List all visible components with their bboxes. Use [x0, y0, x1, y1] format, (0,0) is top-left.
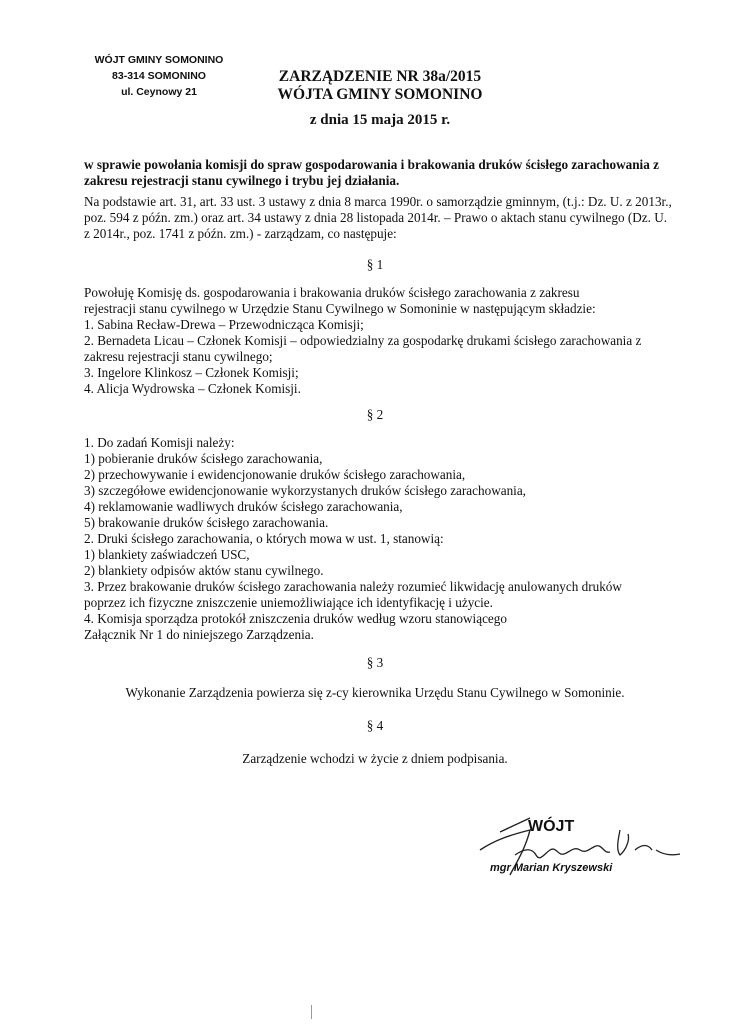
section-2-line: 4) reklamowanie wadliwych druków ścisłego zarachowania, — [84, 499, 403, 514]
section-2-line: poprzez ich fizyczne zniszczenie uniemożliwiające ich identyfikację i użycie. — [84, 595, 493, 610]
document-subject: w sprawie powołania komisji do spraw gospodarowania i brakowania druków ścisłego zarachowania z zakresu rejestracji stanu cywilnego i trybu jej działania. — [84, 157, 659, 188]
section-1-line: Powołuję Komisję ds. gospodarowania i brakowania druków ścisłego zarachowania z zakresu — [84, 285, 580, 300]
section-1-line: rejestracji stanu cywilnego w Urzędzie Stanu Cywilnego w Somoninie w następującym składzie: — [84, 301, 596, 316]
section-2-line: 4. Komisja sporządza protokół zniszczenia druków według wzoru stanowiącego — [84, 611, 507, 626]
section-3-mark: § 3 — [366, 655, 384, 670]
office-stamp — [78, 52, 240, 100]
document-date: z dnia 15 maja 2015 r. — [309, 112, 451, 128]
signature-name: mgr Marian Kryszewski — [490, 862, 613, 874]
section-2-line: 2) blankiety odpisów aktów stanu cywilnego. — [84, 563, 324, 578]
section-1-mark: § 1 — [366, 257, 384, 272]
document-title — [230, 68, 530, 104]
section-2-mark: § 2 — [366, 407, 384, 422]
section-4-text: Zarządzenie wchodzi w życie z dniem podpisania. — [242, 751, 508, 766]
section-1-line: 3. Ingelore Klinkosz – Członek Komisji; — [84, 365, 299, 380]
section-3-text: Wykonanie Zarządzenia powierza się z-cy kierownika Urzędu Stanu Cywilnego w Somoninie. — [125, 685, 625, 700]
section-2-line: 3. Przez brakowanie druków ścisłego zarachowania należy rozumieć likwidację anulowanych druków — [84, 579, 622, 594]
section-1-line: 4. Alicja Wydrowska – Członek Komisji. — [84, 381, 301, 396]
title-line-1: ZARZĄDZENIE NR 38a/2015 — [278, 68, 482, 85]
section-1-body — [84, 285, 684, 397]
section-2-line: 1) blankiety zaświadczeń USC, — [84, 547, 250, 562]
section-2-line: Załącznik Nr 1 do niniejszego Zarządzenia. — [84, 627, 314, 642]
section-2-body — [84, 435, 684, 643]
section-2-line: 3) szczegółowe ewidencjonowanie wykorzystanych druków ścisłego zarachowania, — [84, 483, 526, 498]
section-2-line: 1. Do zadań Komisji należy: — [84, 435, 235, 450]
stamp-line-2: 83-314 SOMONINO — [112, 70, 206, 82]
section-2-line: 1) pobieranie druków ścisłego zarachowania, — [84, 451, 323, 466]
scan-mark — [311, 1005, 312, 1019]
section-2-line: 2) przechowywanie i ewidencjonowanie druków ścisłego zarachowania, — [84, 467, 466, 482]
title-line-2: WÓJTA GMINY SOMONINO — [277, 86, 483, 103]
legal-basis: Na podstawie art. 31, art. 33 ust. 3 ustawy z dnia 8 marca 1990r. o samorządzie gminnym, (t.j.: Dz. U. z 2013r., poz. 594 z późn. zm.) oraz art. 34 ustawy z dnia 28 listopada 2014r. – Prawo o aktach stanu cywilnego (Dz. U. z 2014r., poz. 1741 z późn. zm.) - zarządzam, co następuje: — [84, 194, 672, 241]
stamp-line-3: ul. Ceynowy 21 — [121, 86, 197, 98]
section-4-mark: § 4 — [366, 718, 384, 733]
section-1-line: zakresu rejestracji stanu cywilnego; — [84, 349, 273, 364]
section-1-line: 2. Bernadeta Licau – Członek Komisji – odpowiedzialny za gospodarkę drukami ścisłego zarachowania z — [84, 333, 642, 348]
stamp-line-1: WÓJT GMINY SOMONINO — [94, 54, 224, 66]
signature-title: WÓJT — [528, 818, 575, 835]
section-2-line: 2. Druki ścisłego zarachowania, o których mowa w ust. 1, stanowią: — [84, 531, 444, 546]
section-1-line: 1. Sabina Recław-Drewa – Przewodnicząca Komisji; — [84, 317, 364, 332]
section-2-line: 5) brakowanie druków ścisłego zarachowania. — [84, 515, 329, 530]
